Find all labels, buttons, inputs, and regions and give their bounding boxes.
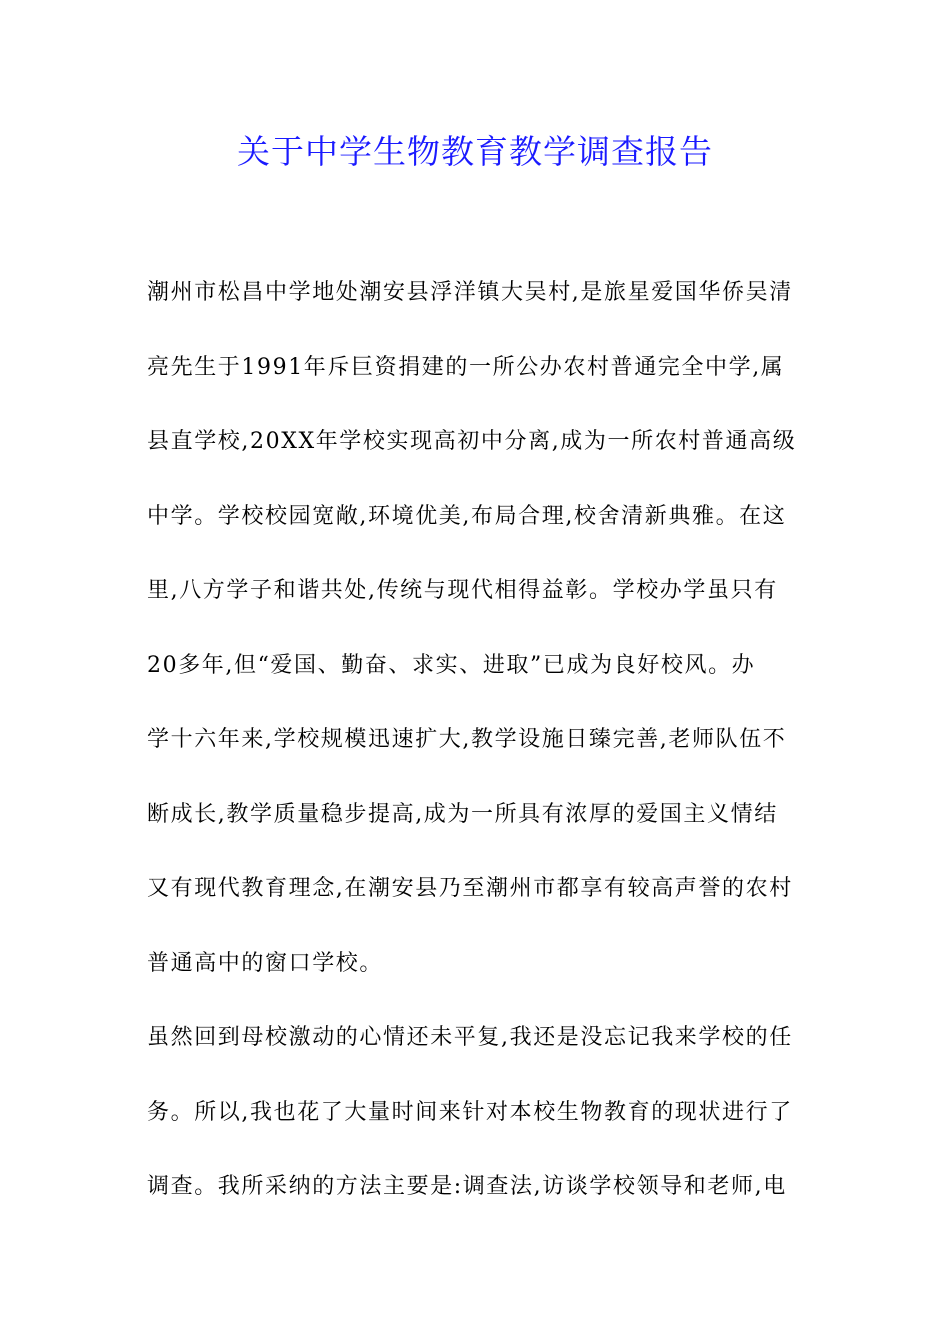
text-line: 亮先生于1991年斥巨资捐建的一所公办农村普通完全中学,属 <box>147 354 785 380</box>
paragraph-1 <box>147 256 813 1001</box>
text-line: 又有现代教育理念,在潮安县乃至潮州市都享有较高声誉的农村 <box>147 876 793 901</box>
text-line: 断成长,教学质量稳步提高,成为一所具有浓厚的爱国主义情结 <box>147 801 778 827</box>
text-line: 虽然回到母校激动的心情还未平复,我还是没忘记我来学校的任 <box>147 1025 793 1050</box>
text-line: 普通高中的窗口学校。 <box>147 950 384 976</box>
text-line: 务。所以,我也花了大量时间来针对本校生物教育的现状进行了 <box>147 1099 793 1125</box>
text-line: 调查。我所采纳的方法主要是:调查法,访谈学校领导和老师,电 <box>147 1174 787 1199</box>
text-line: 潮州市松昌中学地处潮安县浮洋镇大吴村,是旅星爱国华侨吴清 <box>147 280 793 305</box>
document-title: 关于中学生物教育教学调查报告 <box>237 132 713 171</box>
text-line: 学十六年来,学校规模迅速扩大,教学设施日臻完善,老师队伍不 <box>147 727 787 752</box>
document-body <box>147 256 813 1225</box>
text-line: 里,八方学子和谐共处,传统与现代相得益彰。学校办学虽只有 <box>147 578 778 603</box>
text-line: 县直学校,20XX年学校实现高初中分离,成为一所农村普通高级 <box>147 429 797 454</box>
text-line: 中学。学校校园宽敞,环境优美,布局合理,校舍清新典雅。在这 <box>147 503 787 529</box>
paragraph-2 <box>147 1001 813 1225</box>
text-line: 20多年,但“爱国、勤奋、求实、进取”已成为良好校风。办 <box>147 652 756 678</box>
